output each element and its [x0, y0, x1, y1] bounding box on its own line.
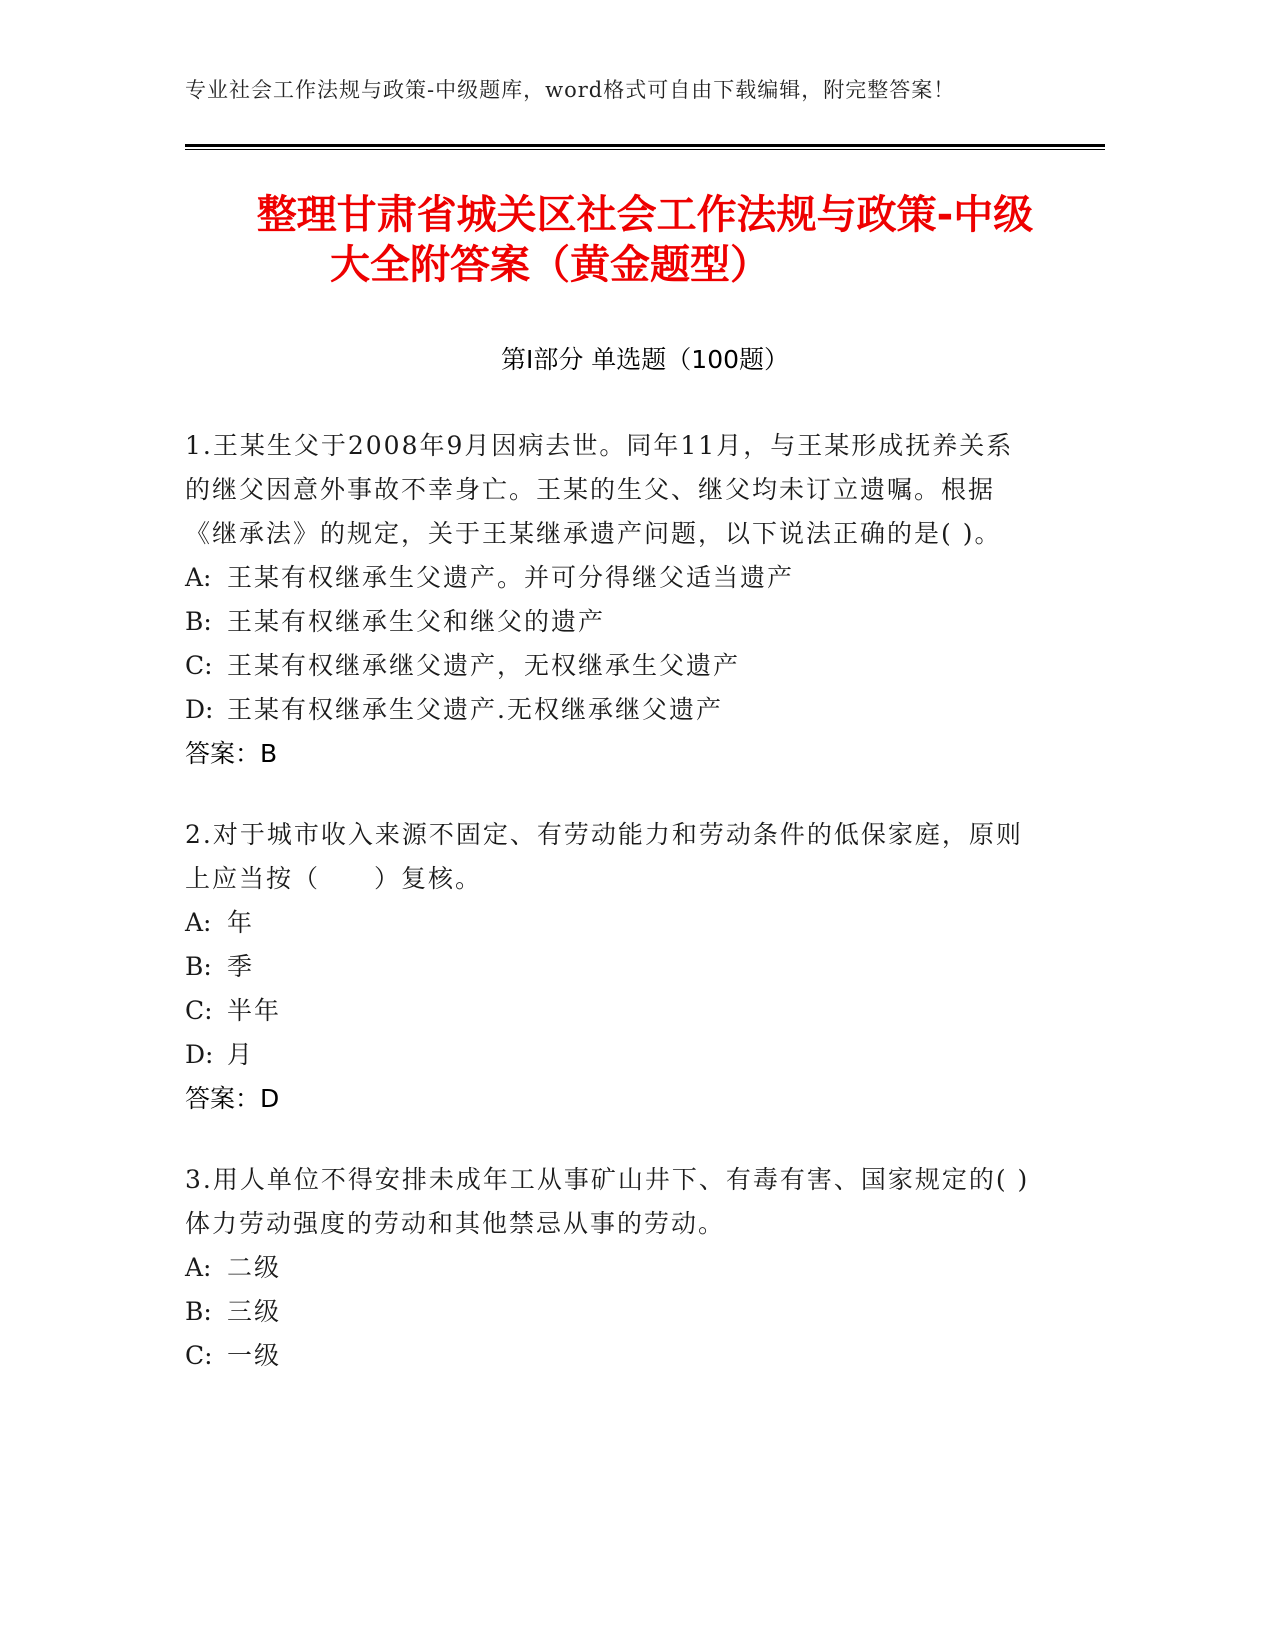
option-letter: D:: [185, 695, 214, 724]
option-letter: A:: [185, 1253, 212, 1282]
answer-label: 答案：D: [185, 1084, 280, 1113]
question-2: [185, 813, 1035, 1121]
header-note: 专业社会工作法规与政策-中级题库，word格式可自由下载编辑，附完整答案！: [185, 78, 956, 102]
question-list: [185, 424, 1035, 1415]
option-a: [185, 556, 1035, 600]
option-letter: B:: [185, 952, 212, 981]
option-text: 王某有权继承生父遗产。并可分得继父适当遗产: [227, 563, 795, 592]
option-letter: D:: [185, 1040, 214, 1069]
option-text: 季: [227, 952, 255, 981]
option-text: 王某有权继承继父遗产，无权继承生父遗产: [227, 651, 741, 680]
option-d: [185, 688, 1035, 732]
document-title: [185, 190, 1105, 290]
question-stem: 2.对于城市收入来源不固定、有劳动能力和劳动条件的低保家庭，原则上应当按（ ）复核。: [185, 820, 1023, 893]
question-3: [185, 1158, 1035, 1378]
header-rule-thick: [185, 144, 1105, 147]
option-text: 一级: [227, 1341, 282, 1370]
option-b: [185, 945, 1035, 989]
header-rule-thin: [185, 149, 1105, 150]
option-c: [185, 989, 1035, 1033]
option-a: [185, 1246, 1035, 1290]
title-line-2: 大全附答案（黄金题型）: [330, 242, 770, 288]
option-text: 年: [227, 908, 255, 937]
option-b: [185, 1290, 1035, 1334]
option-letter: A:: [185, 908, 212, 937]
option-c: [185, 644, 1035, 688]
option-letter: A:: [185, 563, 212, 592]
title-line-1: 整理甘肃省城关区社会工作法规与政策-中级: [256, 192, 1034, 238]
option-letter: B:: [185, 607, 212, 636]
question-stem: 3.用人单位不得安排未成年工从事矿山井下、有毒有害、国家规定的( )体力劳动强度的劳动和其他禁忌从事的劳动。: [185, 1165, 1030, 1238]
option-letter: C:: [185, 1341, 213, 1370]
answer-label: 答案：B: [185, 739, 278, 768]
option-text: 半年: [227, 996, 282, 1025]
option-d: [185, 1033, 1035, 1077]
option-b: [185, 600, 1035, 644]
option-a: [185, 901, 1035, 945]
option-text: 月: [227, 1040, 255, 1069]
option-c: [185, 1334, 1035, 1378]
option-text: 王某有权继承生父遗产.无权继承继父遗产: [227, 695, 723, 724]
question-1: [185, 424, 1035, 776]
option-letter: C:: [185, 996, 213, 1025]
question-stem: 1.王某生父于2008年9月因病去世。同年11月，与王某形成抚养关系的继父因意外事故不幸身亡。王某的生父、继父均未订立遗嘱。根据《继承法》的规定，关于王某继承遗产问题，以下说法正确的是( )。: [185, 431, 1014, 548]
option-text: 二级: [227, 1253, 282, 1282]
option-text: 王某有权继承生父和继父的遗产: [227, 607, 606, 636]
option-text: 三级: [227, 1297, 282, 1326]
option-letter: B:: [185, 1297, 212, 1326]
option-letter: C:: [185, 651, 213, 680]
section-heading: 第Ⅰ部分 单选题（100题）: [500, 345, 790, 374]
